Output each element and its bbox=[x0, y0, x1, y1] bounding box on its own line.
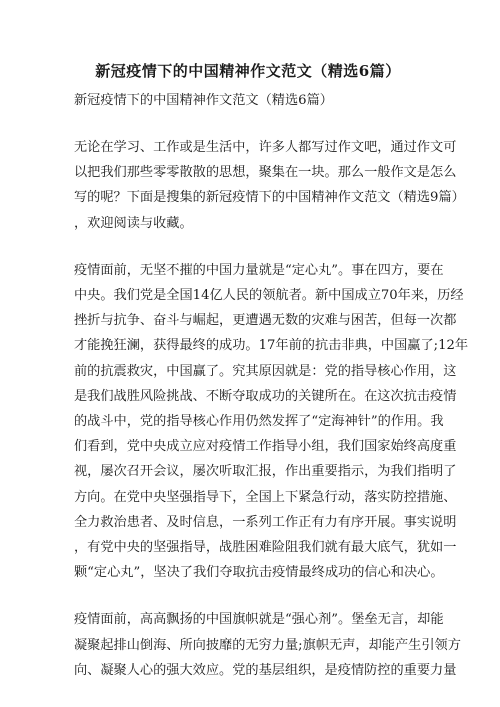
paragraph-line: 以把我们那些零零散散的思想，聚集在一块。那么一般作文是怎么 bbox=[74, 165, 457, 181]
paragraph-line: 中央。我们党是全国14亿人民的领航者。新中国成立70年来，历经 bbox=[74, 288, 464, 304]
paragraph-line: 向、凝聚人心的强大效应。党的基层组织，是疫情防控的重要力量 bbox=[74, 662, 457, 678]
paragraph-line: 视，屡次召开会议，屡次听取汇报，作出重要指示，为我们指明了 bbox=[74, 464, 457, 480]
document-subtitle: 新冠疫情下的中国精神作文范文（精选6篇） bbox=[74, 93, 333, 108]
paragraph-line: 全力救治患者、及时信息，一系列工作正有力有序开展。事实说明 bbox=[74, 514, 457, 530]
paragraph-line: 颗“定心丸”，坚决了我们夺取抗击疫情最终成功的信心和决心。 bbox=[74, 565, 444, 581]
paragraph-flag bbox=[74, 607, 461, 683]
paragraph-reassurance bbox=[74, 258, 469, 586]
paragraph-line: 疫情面前，高高飘扬的中国旗帜就是“强心剂”。堡垒无言，却能 bbox=[74, 612, 444, 628]
paragraph-line: 前的抗震救灾，中国赢了。究其原因就是：党的指导核心作用，这 bbox=[74, 363, 457, 379]
paragraph-line: 是我们战胜风险挑战、不断夺取成功的关键所在。在这次抗击疫情 bbox=[74, 388, 457, 404]
paragraph-line: 们看到，党中央成立应对疫情工作指导小组，我们国家始终高度重 bbox=[74, 439, 457, 455]
paragraph-line: ，有党中央的坚强指导，战胜困难险阻我们就有最大底气，犹如一 bbox=[74, 540, 457, 556]
paragraph-line: 写的呢？下面是搜集的新冠疫情下的中国精神作文范文（精选9篇） bbox=[74, 190, 465, 206]
paragraph-line: 的战斗中，党的指导核心作用仍然发挥了“定海神针”的作用。我 bbox=[74, 414, 444, 430]
paragraph-line: 方向。在党中央坚强指导下，全国上下紧急行动，落实防控措施、 bbox=[74, 489, 457, 505]
paragraph-line: 凝聚起排山倒海、所向披靡的无穷力量;旗帜无声，却能产生引领方 bbox=[74, 637, 461, 653]
paragraph-line: ，欢迎阅读与收藏。 bbox=[74, 215, 193, 231]
paragraph-line: 无论在学习、工作或是生活中，许多人都写过作文吧，通过作文可 bbox=[74, 140, 457, 155]
paragraph-intro bbox=[74, 135, 465, 236]
document-title: 新冠疫情下的中国精神作文范文（精选6篇） bbox=[95, 62, 401, 80]
paragraph-line: 才能挽狂澜，获得最终的成功。17年前的抗击非典，中国赢了;12年 bbox=[74, 338, 469, 354]
paragraph-line: 疫情面前，无坚不摧的中国力量就是“定心丸”。事在四方，要在 bbox=[74, 262, 444, 278]
paragraph-line: 挫折与抗争、奋斗与崛起，更遭遇无数的灾难与困苦，但每一次都 bbox=[74, 313, 457, 329]
